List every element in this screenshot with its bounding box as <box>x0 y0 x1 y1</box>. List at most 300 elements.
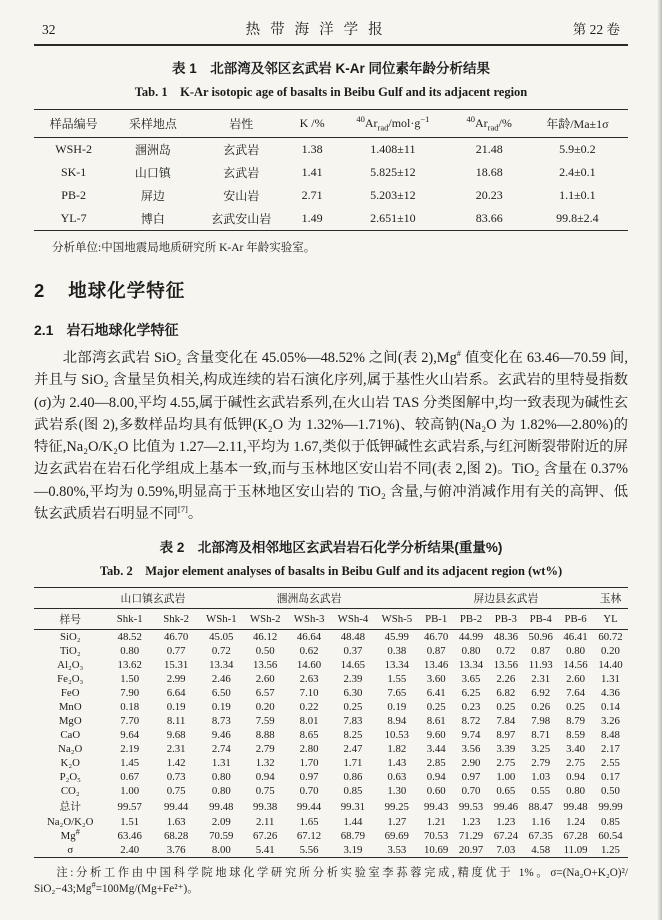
table2-row-label: Na₂O/K₂O <box>46 816 94 829</box>
table2-cell: 0.55 <box>531 785 551 798</box>
subsection-heading <box>34 320 628 340</box>
table2-cell: 0.87 <box>531 645 551 658</box>
table2-cell: 2.40 <box>120 844 140 857</box>
table1 <box>34 109 628 231</box>
table1-column-header: 样品编号 <box>49 117 98 131</box>
table2-cell: 0.19 <box>387 701 407 714</box>
table2-cell: 3.44 <box>426 743 446 756</box>
table2-cell: 10.53 <box>384 729 409 742</box>
table1-cell: PB-2 <box>61 188 86 202</box>
table2-cell: 3.60 <box>426 673 446 686</box>
table2-cell: 44.99 <box>458 631 484 644</box>
table2-cell: 0.20 <box>255 701 275 714</box>
table2-cell: 1.00 <box>120 785 140 798</box>
table2-cell: 0.50 <box>601 785 620 798</box>
table2-cell: 99.46 <box>493 800 518 813</box>
table2-row <box>34 798 628 815</box>
table2-cell: 2.09 <box>211 816 231 829</box>
table2-row-label: Mg# <box>60 826 80 843</box>
table2-cell: 45.05 <box>209 631 234 644</box>
table2-cell: 3.25 <box>531 743 551 756</box>
table2-cell: 48.36 <box>493 631 518 644</box>
table2-row <box>34 630 628 645</box>
table2-cell: 2.11 <box>255 816 275 829</box>
table2-group-header: 玉林 <box>599 592 622 605</box>
table2-cell: 8.88 <box>255 729 275 742</box>
table2-cell: 13.34 <box>384 659 409 672</box>
table2-cell: 9.46 <box>211 729 231 742</box>
table2-cell: 5.56 <box>299 844 319 857</box>
table2-cell: 60.72 <box>598 631 623 644</box>
table2-cell: 2.46 <box>211 673 231 686</box>
table1-cell: 20.23 <box>475 188 503 202</box>
table2-cell: 2.17 <box>601 743 620 756</box>
table2-row <box>34 756 628 770</box>
table2-cell: 0.73 <box>166 771 186 784</box>
table2-cell: 1.45 <box>120 757 140 770</box>
table1-title-zh: 表 1 北部湾及邻区玄武岩 K-Ar 同位素年龄分析结果 <box>171 61 490 76</box>
table2-cell: 2.60 <box>255 673 275 686</box>
table2-row <box>34 770 628 784</box>
table2-cell: 0.87 <box>426 645 446 658</box>
table2-cell: 48.52 <box>117 631 142 644</box>
table2-cell: 3.53 <box>387 844 407 857</box>
table2-sample-id: WSh-5 <box>381 613 413 626</box>
table1-column-header: 采样地点 <box>128 117 177 131</box>
table1-cell: 5.203±12 <box>370 188 416 202</box>
table2-cell: 8.00 <box>211 844 231 857</box>
table1-cell: 1.38 <box>301 142 323 156</box>
table2-cell: 6.57 <box>255 687 275 700</box>
table1-cell: 83.66 <box>475 211 503 225</box>
table2-cell: 67.35 <box>528 830 553 843</box>
table2-cell: 8.48 <box>601 729 620 742</box>
table2-note: 注:分析工作由中国科学院地球化学研究所分析实验室李荪蓉完成,精度优于 1%。σ=(Na₂O+K₂O)²/ SiO₂−43;Mg#=100Mg/(Mg+Fe²⁺)。 <box>34 867 628 896</box>
table2-cell: 0.80 <box>566 645 585 658</box>
table1-title-en: Tab. 1 K-Ar isotopic age of basalts in Beibu Gulf and its adjacent region <box>134 85 528 99</box>
table2-row <box>34 700 628 714</box>
table1-cell: 安山岩 <box>223 189 260 203</box>
table2-cell: 0.19 <box>166 701 186 714</box>
table2-sample-id: Shk-2 <box>163 613 190 626</box>
table2-cell: 0.72 <box>211 645 231 658</box>
table2-cell: 63.46 <box>117 830 142 843</box>
table2-cell: 0.75 <box>166 785 186 798</box>
table2-row <box>34 644 628 658</box>
table2 <box>34 587 628 858</box>
table2-sample-id: PB-2 <box>459 613 483 626</box>
table2-sample-id: YL <box>603 613 618 626</box>
table2-cell: 8.94 <box>387 715 407 728</box>
table1-row <box>34 138 628 162</box>
table2-cell: 7.84 <box>496 715 516 728</box>
table2-cell: 6.30 <box>343 687 363 700</box>
table2-cell: 7.90 <box>120 687 140 700</box>
table2-cell: 0.38 <box>387 645 407 658</box>
table2-cell: 8.59 <box>566 729 585 742</box>
table1-footnote: 分析单位:中国地震局地质研究所 K-Ar 年龄实验室。 <box>52 242 316 254</box>
table2-cell: 1.24 <box>566 816 585 829</box>
table2-cell: 2.85 <box>426 757 446 770</box>
table2-cell: 99.48 <box>563 800 588 813</box>
table2-group-header: 涠洲岛玄武岩 <box>276 592 342 605</box>
table2-cell: 67.12 <box>296 830 322 843</box>
table2-sample-id: WSh-3 <box>293 613 325 626</box>
table2-cell: 1.31 <box>211 757 231 770</box>
table2-cell: 46.70 <box>164 631 189 644</box>
table2-cell: 14.60 <box>296 659 322 672</box>
table2-cell: 13.34 <box>458 659 484 672</box>
table2-cell: 0.67 <box>120 771 140 784</box>
header-rule <box>34 44 628 46</box>
table2-row-label: FeO <box>60 687 80 700</box>
table1-row <box>34 161 628 184</box>
table2-cell: 1.31 <box>601 673 620 686</box>
table2-row <box>34 686 628 700</box>
table2-cell: 2.75 <box>496 757 516 770</box>
section-heading <box>34 277 628 303</box>
table2-cell: 8.01 <box>299 715 319 728</box>
table2-row <box>34 658 628 672</box>
table2-cell: 1.21 <box>426 816 446 829</box>
table2-cell: 11.09 <box>563 844 588 857</box>
table2-body <box>34 630 628 858</box>
table2-cell: 0.65 <box>496 785 516 798</box>
table2-cell: 1.63 <box>166 816 186 829</box>
table2-cell: 48.48 <box>340 631 366 644</box>
table2-cell: 7.83 <box>343 715 363 728</box>
table2-cell: 99.38 <box>253 800 278 813</box>
table2-cell: 6.64 <box>166 687 186 700</box>
table1-cell: 屏边 <box>140 189 165 203</box>
subsection-number: 2.1 <box>34 322 54 338</box>
table2-cell: 69.69 <box>384 830 409 843</box>
table1-cell: 2.71 <box>301 188 323 202</box>
table1-row <box>34 207 628 231</box>
table2-sample-id: PB-1 <box>425 613 448 626</box>
table2-cell: 0.85 <box>343 785 363 798</box>
table2-cell: 0.97 <box>299 771 319 784</box>
table2-cell: 71.29 <box>458 830 484 843</box>
table1-cell: 1.49 <box>301 211 323 225</box>
table2-cell: 2.75 <box>566 757 585 770</box>
table2-cell: 1.25 <box>601 844 620 857</box>
table2-cell: 1.44 <box>343 816 363 829</box>
table1-body <box>34 138 628 231</box>
table2-cell: 9.68 <box>166 729 186 742</box>
table2-cell: 99.44 <box>296 800 322 813</box>
section-number: 2 <box>34 280 45 301</box>
table2-cell: 8.71 <box>531 729 551 742</box>
table2-head <box>34 588 628 630</box>
table2-row-label: MnO <box>58 701 82 714</box>
table2-cell: 0.80 <box>211 771 231 784</box>
table2-cell: 0.70 <box>461 785 481 798</box>
table1-cell: 2.4±0.1 <box>559 165 596 179</box>
table2-cell: 0.94 <box>255 771 275 784</box>
table2-cell: 1.55 <box>387 673 407 686</box>
table2-cell: 2.90 <box>461 757 481 770</box>
table1-cell: 玄武岩 <box>223 143 260 157</box>
table2-cell: 5.41 <box>255 844 275 857</box>
table1-column-header: 岩性 <box>229 117 254 131</box>
table2-cell: 45.99 <box>384 631 409 644</box>
table2-title-zh: 表 2 北部湾及相邻地区玄武岩岩石化学分析结果(重量%) <box>159 540 503 556</box>
table2-sample-id: WSh-2 <box>249 613 281 626</box>
table2-cell: 1.42 <box>166 757 186 770</box>
table2-cell: 0.37 <box>343 645 363 658</box>
table2-cell: 2.19 <box>120 743 140 756</box>
table1-header-row <box>34 110 628 138</box>
page-number: 32 <box>42 22 56 37</box>
table1-cell: 1.41 <box>301 165 323 179</box>
table2-cell: 13.56 <box>253 659 278 672</box>
table2-cell: 0.19 <box>211 701 231 714</box>
table2-row <box>34 714 628 728</box>
table2-row-label: CO₂ <box>60 785 80 798</box>
table2-cell: 3.40 <box>566 743 585 756</box>
table2-cell: 99.44 <box>164 800 189 813</box>
table2-cell: 99.99 <box>598 800 623 813</box>
table1-cell: 玄武安山岩 <box>211 212 272 226</box>
table2-cell: 2.74 <box>211 743 231 756</box>
table2-sample-id: PB-3 <box>494 613 517 626</box>
table2-cell: 0.94 <box>426 771 446 784</box>
table2-cell: 46.41 <box>563 631 588 644</box>
table2-cell: 20.97 <box>458 844 484 857</box>
table2-cell: 1.23 <box>461 816 481 829</box>
page-header <box>34 16 628 39</box>
table2-cell: 0.75 <box>255 785 275 798</box>
table2-cell: 7.10 <box>299 687 319 700</box>
table2-sample-id: Shk-1 <box>116 613 143 626</box>
table2-cell: 6.92 <box>531 687 551 700</box>
table2-cell: 2.47 <box>343 743 363 756</box>
table1-column-header: K /% <box>299 116 325 130</box>
table2-cell: 0.63 <box>387 771 407 784</box>
table2-cell: 68.28 <box>164 830 189 843</box>
table1-column-header: 年龄/Ma±1σ <box>546 117 609 131</box>
table1-cell: 山口镇 <box>134 166 171 180</box>
table2-row-label: Fe₂O₃ <box>57 673 84 686</box>
table2-cell: 2.79 <box>531 757 551 770</box>
table2-cell: 0.86 <box>343 771 363 784</box>
table2-cell: 99.48 <box>209 800 234 813</box>
section-title: 地球化学特征 <box>68 280 186 301</box>
table2-row-label: K₂O <box>60 757 80 770</box>
table1-cell: 99.8±2.4 <box>556 211 599 225</box>
table2-cell: 0.62 <box>299 645 319 658</box>
table2-cell: 6.41 <box>426 687 446 700</box>
table2-title-en: Tab. 2 Major element analyses of basalts in Beibu Gulf and its adjacent region (wt%) <box>99 564 563 579</box>
table2-group-row <box>34 588 628 609</box>
table1-cell: 博白 <box>140 212 165 226</box>
table2-cell: 15.31 <box>164 659 189 672</box>
table2-cell: 14.56 <box>563 659 588 672</box>
table2-cell: 14.65 <box>340 659 366 672</box>
table2-cell: 1.65 <box>299 816 319 829</box>
table2-row <box>34 672 628 686</box>
table2-cell: 8.97 <box>496 729 516 742</box>
table2-row <box>34 843 628 858</box>
body-paragraph: 北部湾玄武岩 SiO₂ 含量变化在 45.05%—48.52% 之间(表 2),Mg# 值变化在 63.46—70.59 间,并且与 SiO₂ 含量呈负相关,构成连续的岩石演化序列,属于基性火山岩系。玄武岩的里特曼指数(σ)为 2.40—8.00,平均 4.55,属于碱性玄武岩系列,在火山岩 TAS 分类图解中,均一致表现为碱性玄武岩系(图 2),多数样品均具有低钾(K₂O 为 1.32%—1.71%)、较高钠(Na₂O 为 1.82%—2.80%)的特征,Na₂O/K₂O 比值为 1.27—2.11,平均为 1.67,类似于低钾碱性玄武岩系,与红河断裂带附近的屏边玄武岩在岩石化学组成上基本一致,而与玉林地区安山岩不同(表 2,图 2)。TiO₂ 含量在 0.37%—0.80%,平均为 0.59%,明显高于玉林地区安山岩的 TiO₂ 含量,与俯冲消减作用有关的高钾、低钛玄武质岩石明显不同[7]。 <box>34 348 628 523</box>
table2-cell: 70.59 <box>209 830 234 843</box>
table2-cell: 46.64 <box>296 631 322 644</box>
table2-cell: 1.51 <box>120 816 140 829</box>
table2-cell: 8.61 <box>426 715 446 728</box>
table2-cell: 1.71 <box>343 757 363 770</box>
table2-cell: 0.14 <box>601 701 620 714</box>
table2-cell: 0.72 <box>496 645 516 658</box>
table2-cell: 4.58 <box>531 844 551 857</box>
table2-cell: 46.70 <box>424 631 449 644</box>
table2-cell: 8.11 <box>166 715 186 728</box>
table2-cell: 88.47 <box>528 800 553 813</box>
table2-row <box>34 728 628 742</box>
table2-cell: 1.43 <box>387 757 407 770</box>
table2-sample-id: WSh-4 <box>337 613 369 626</box>
table2-cell: 8.25 <box>343 729 363 742</box>
table2-cell: 0.70 <box>299 785 319 798</box>
table2-row-label: σ <box>67 844 74 857</box>
table2-row-label: 总计 <box>59 801 82 814</box>
table2-cell: 13.34 <box>209 659 234 672</box>
table2-cell: 8.72 <box>461 715 481 728</box>
table2-cell: 3.39 <box>496 743 516 756</box>
table1-cell: 2.651±10 <box>370 211 416 225</box>
table2-row-label: TiO₂ <box>59 645 81 658</box>
table2-cell: 7.65 <box>387 687 407 700</box>
table2-cell: 1.16 <box>531 816 551 829</box>
table1-cell: 5.9±0.2 <box>559 142 596 156</box>
table1-cell: WSH-2 <box>55 142 92 156</box>
table2-cell: 70.53 <box>424 830 449 843</box>
table2-cell: 99.57 <box>117 800 142 813</box>
table2-cell: 46.12 <box>253 631 278 644</box>
table2-cell: 0.50 <box>255 645 275 658</box>
table2-cell: 0.80 <box>211 785 231 798</box>
table1-cell: 1.1±0.1 <box>559 188 596 202</box>
table2-sample-id: WSh-1 <box>206 613 237 626</box>
table2-row <box>34 784 628 798</box>
table2-cell: 7.59 <box>255 715 275 728</box>
table2-group-header: 屏边县玄武岩 <box>473 592 539 605</box>
table2-cell: 7.70 <box>120 715 140 728</box>
table2-cell: 2.60 <box>566 673 585 686</box>
table1-cell: 1.408±11 <box>370 142 416 156</box>
table2-sample-id: PB-6 <box>564 613 587 626</box>
table2-cell: 7.64 <box>566 687 585 700</box>
table2-cell: 67.26 <box>253 830 278 843</box>
table2-sample-column-label: 样号 <box>59 613 82 626</box>
table2-sample-id: PB-4 <box>529 613 552 626</box>
table2-cell: 9.74 <box>461 729 481 742</box>
table2-cell: 7.98 <box>531 715 551 728</box>
table2-cell: 0.80 <box>120 645 140 658</box>
table2-cell: 2.99 <box>166 673 186 686</box>
table1-column-header: $^{40}Ar_{rad}/mol\cdot g^{-1}$ <box>356 114 430 133</box>
table2-cell: 9.64 <box>120 729 140 742</box>
table2-cell: 99.31 <box>340 800 366 813</box>
table2-cell: 9.60 <box>426 729 446 742</box>
table2-cell: 1.00 <box>496 771 516 784</box>
table2-cell: 11.93 <box>528 659 553 672</box>
table1-head <box>34 110 628 138</box>
table1-cell: 18.68 <box>475 165 503 179</box>
table1-cell: YL-7 <box>60 211 87 225</box>
table2-cell: 4.36 <box>601 687 620 700</box>
table2-cell: 1.50 <box>120 673 140 686</box>
table2-cell: 6.82 <box>496 687 516 700</box>
table2-cell: 8.79 <box>566 715 585 728</box>
table2-cell: 67.24 <box>493 830 518 843</box>
table2-cell: 0.80 <box>566 785 585 798</box>
table2-cell: 1.30 <box>387 785 407 798</box>
table2-cell: 7.03 <box>496 844 516 857</box>
table1-cell: 21.48 <box>475 142 503 156</box>
table2-group-header: 山口镇玄武岩 <box>120 592 186 605</box>
table2-cell: 67.28 <box>563 830 588 843</box>
table2-cell: 2.39 <box>343 673 363 686</box>
table2-cell: 0.22 <box>299 701 319 714</box>
table2-cell: 68.79 <box>340 830 366 843</box>
table2-cell: 99.53 <box>458 800 484 813</box>
table2-cell: 0.25 <box>426 701 446 714</box>
table2-cell: 0.25 <box>566 701 585 714</box>
table2-cell: 0.80 <box>461 645 481 658</box>
volume-label: 第 22 卷 <box>572 22 620 37</box>
journal-title: 热带海洋学报 <box>245 22 393 38</box>
table2-row <box>34 815 628 829</box>
table2-cell: 3.76 <box>166 844 186 857</box>
table1-column-header: $^{40}Ar_{rad}/\%$ <box>466 114 512 133</box>
table2-cell: 3.56 <box>461 743 481 756</box>
table2-cell: 99.43 <box>424 800 449 813</box>
table2-group-header <box>34 588 106 609</box>
table2-cell: 0.25 <box>343 701 363 714</box>
table2-cell: 2.55 <box>601 757 620 770</box>
table2-cell: 2.26 <box>496 673 516 686</box>
table2-cell: 50.96 <box>528 631 553 644</box>
table2-cell: 0.97 <box>461 771 481 784</box>
table2-row-label: SiO₂ <box>59 631 81 644</box>
table1-cell: SK-1 <box>60 165 87 179</box>
table1-cell: 涠洲岛 <box>134 143 171 157</box>
table2-row-label: Na₂O <box>58 743 83 756</box>
table2-cell: 3.65 <box>461 673 481 686</box>
table2-cell: 1.23 <box>496 816 516 829</box>
table2-cell: 2.31 <box>166 743 186 756</box>
table2-row <box>34 742 628 756</box>
table2-cell: 1.82 <box>387 743 407 756</box>
table2-cell: 0.23 <box>461 701 481 714</box>
table2-cell: 2.63 <box>299 673 319 686</box>
table2-cell: 14.40 <box>598 659 623 672</box>
table2-row-label: Al₂O₃ <box>57 659 84 672</box>
subsection-title: 岩石地球化学特征 <box>66 322 179 338</box>
table2-cell: 0.26 <box>531 701 551 714</box>
table2-row-label: MgO <box>58 715 82 728</box>
table2-cell: 0.60 <box>426 785 446 798</box>
table2-cell: 0.25 <box>496 701 516 714</box>
table2-cell: 1.27 <box>387 816 407 829</box>
table2-cell: 13.62 <box>117 659 142 672</box>
table2-cell: 2.31 <box>531 673 551 686</box>
table2-cell: 13.56 <box>493 659 518 672</box>
table2-cell: 0.94 <box>566 771 585 784</box>
table2-cell: 0.20 <box>601 645 620 658</box>
table2-cell: 3.19 <box>343 844 363 857</box>
